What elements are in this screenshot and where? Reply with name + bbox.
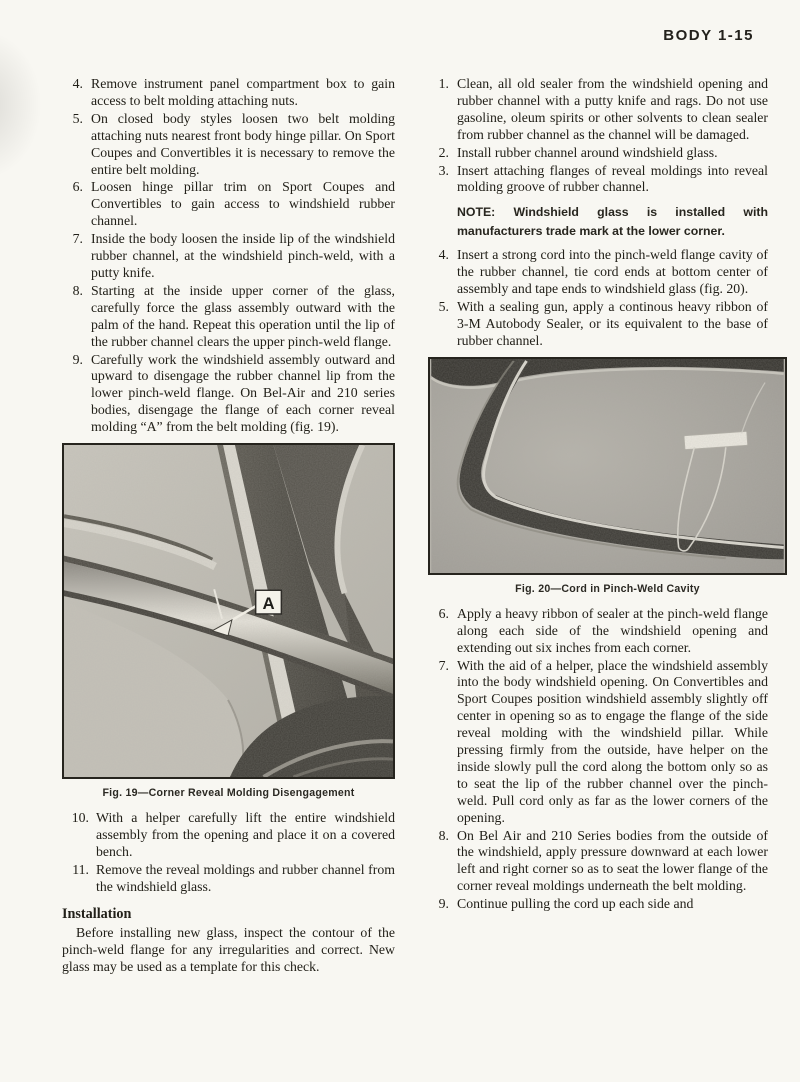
step-item (428, 145, 768, 162)
step-item (62, 352, 395, 437)
figure-19-photo (62, 443, 395, 779)
step-number: 5. (72, 110, 83, 126)
step-item (428, 896, 768, 913)
step-item (428, 76, 768, 144)
step-text: On closed body styles loosen two belt molding attaching nuts nearest front body hinge pillar. On Sport Coupes and Convertibles it is necessary to remove the entire belt molding. (91, 110, 395, 177)
right-column (428, 76, 768, 914)
step-text: Inside the body loosen the inside lip of the windshield rubber channel, at the windshield pinch-weld, with a putty knife. (91, 231, 395, 280)
step-number: 10. (71, 810, 89, 826)
step-number: 7. (72, 231, 83, 247)
step-item (428, 163, 768, 197)
label-a-text: A (262, 594, 275, 614)
figure-19 (62, 443, 395, 800)
step-text: Clean, all old sealer from the windshield opening and rubber channel with a putty knife and rags. Do not use gasoline, oleum spirits or other solvents to clean sealer from rubber channel as the channel will be damaged. (457, 76, 768, 142)
step-item (62, 111, 395, 179)
step-number: 6. (438, 605, 449, 621)
installation-heading: Installation (62, 905, 132, 922)
step-text: Remove the reveal moldings and rubber channel from the windshield glass. (96, 861, 395, 894)
step-text: Carefully work the windshield assembly outward and upward to disengage the rubber channel lip from the lower pinch-weld flange. On Bel-Air and 210 series bodies, disengage the flange of each corner reveal molding “A” from the belt molding (fig. 19). (91, 351, 395, 435)
step-number: 8. (72, 282, 83, 298)
step-item (428, 247, 768, 298)
step-number: 11. (72, 861, 89, 877)
scan-page-curl (0, 30, 42, 180)
step-text: On Bel Air and 210 Series bodies from the outside of the windshield, apply pressure downward at each lower left and right corner so as to seat the lower flange of the corner reveal moldings underneath the belt molding. (457, 827, 768, 894)
step-number: 8. (438, 827, 449, 843)
step-item (428, 606, 768, 657)
figure-20 (428, 357, 787, 596)
step-item (62, 231, 395, 282)
step-item (62, 283, 395, 351)
cord-in-pinch-weld-photo-illustration (430, 359, 785, 573)
page-columns (62, 76, 768, 976)
step-text: Insert attaching flanges of reveal moldings into reveal molding groove of rubber channel. (457, 162, 768, 195)
step-item (428, 299, 768, 350)
step-number: 2. (438, 144, 449, 160)
step-number: 7. (438, 657, 449, 673)
step-text: Apply a heavy ribbon of sealer at the pinch-weld flange along each side of the windshield opening and extending out six inches from each corner. (457, 605, 768, 655)
step-item (62, 810, 395, 861)
step-number: 1. (438, 76, 449, 91)
step-text: With the aid of a helper, place the windshield assembly into the body windshield opening. On Convertibles and Sport Coupes position windshield assembly slightly off center in opening so as to engage the flange of the side reveal molding with the windshield pillar. While pressing firmly from the outside, have helper on the inside slowly pull the cord along the bottom only so as to seat the lip of the rubber channel over the pinch-weld. Pull cord only as far as the lower corners of the opening. (457, 657, 768, 825)
step-item (62, 76, 395, 110)
step-number: 9. (72, 351, 83, 367)
page-header: BODY 1-15 (663, 27, 754, 44)
step-text: With a sealing gun, apply a continous heavy ribbon of 3-M Autobody Sealer, or its equivalent to the base of rubber channel. (457, 299, 768, 348)
step-item (428, 658, 768, 827)
step-text: Starting at the inside upper corner of the glass, carefully force the glass assembly outward with the palm of the hand. Repeat this operation until the lip of the rubber channel clears the upper pinch-weld flange. (91, 282, 395, 349)
step-item (62, 862, 395, 896)
step-number: 4. (72, 76, 83, 91)
figure-20-caption: Fig. 20—Cord in Pinch-Weld Cavity (515, 582, 700, 595)
step-item (428, 828, 768, 896)
step-number: 3. (438, 162, 449, 178)
figure-20-photo (428, 357, 787, 575)
corner-reveal-molding-photo-illustration (64, 445, 393, 777)
step-text: Remove instrument panel compartment box to gain access to belt molding attaching nuts. (91, 76, 395, 108)
step-text: With a helper carefully lift the entire windshield assembly from the opening and place it on a covered bench. (96, 810, 395, 859)
figure-19-caption: Fig. 19—Corner Reveal Molding Disengagement (102, 787, 355, 800)
step-number: 5. (438, 299, 449, 315)
step-text: Loosen hinge pillar trim on Sport Coupes and Convertibles to gain access to windshield rubber channel. (91, 179, 395, 229)
step-number: 6. (72, 179, 83, 195)
step-item (62, 179, 395, 230)
step-number: 9. (438, 896, 449, 912)
note-text: NOTE: Windshield glass is installed with manufacturers trade mark at the lower corner. (457, 205, 768, 238)
step-text: Continue pulling the cord up each side and (457, 896, 694, 912)
step-text: Install rubber channel around windshield glass. (457, 144, 718, 160)
left-column (62, 76, 395, 976)
step-text: Insert a strong cord into the pinch-weld flange cavity of the rubber channel, tie cord ends at bottom center of assembly and tape ends to windshield glass (fig. 20). (457, 247, 768, 297)
step-number: 4. (438, 247, 449, 263)
installation-paragraph: Before installing new glass, inspect the contour of the pinch-weld flange for any irregularities and correct. New glass may be used as a template for this check. (62, 925, 395, 975)
